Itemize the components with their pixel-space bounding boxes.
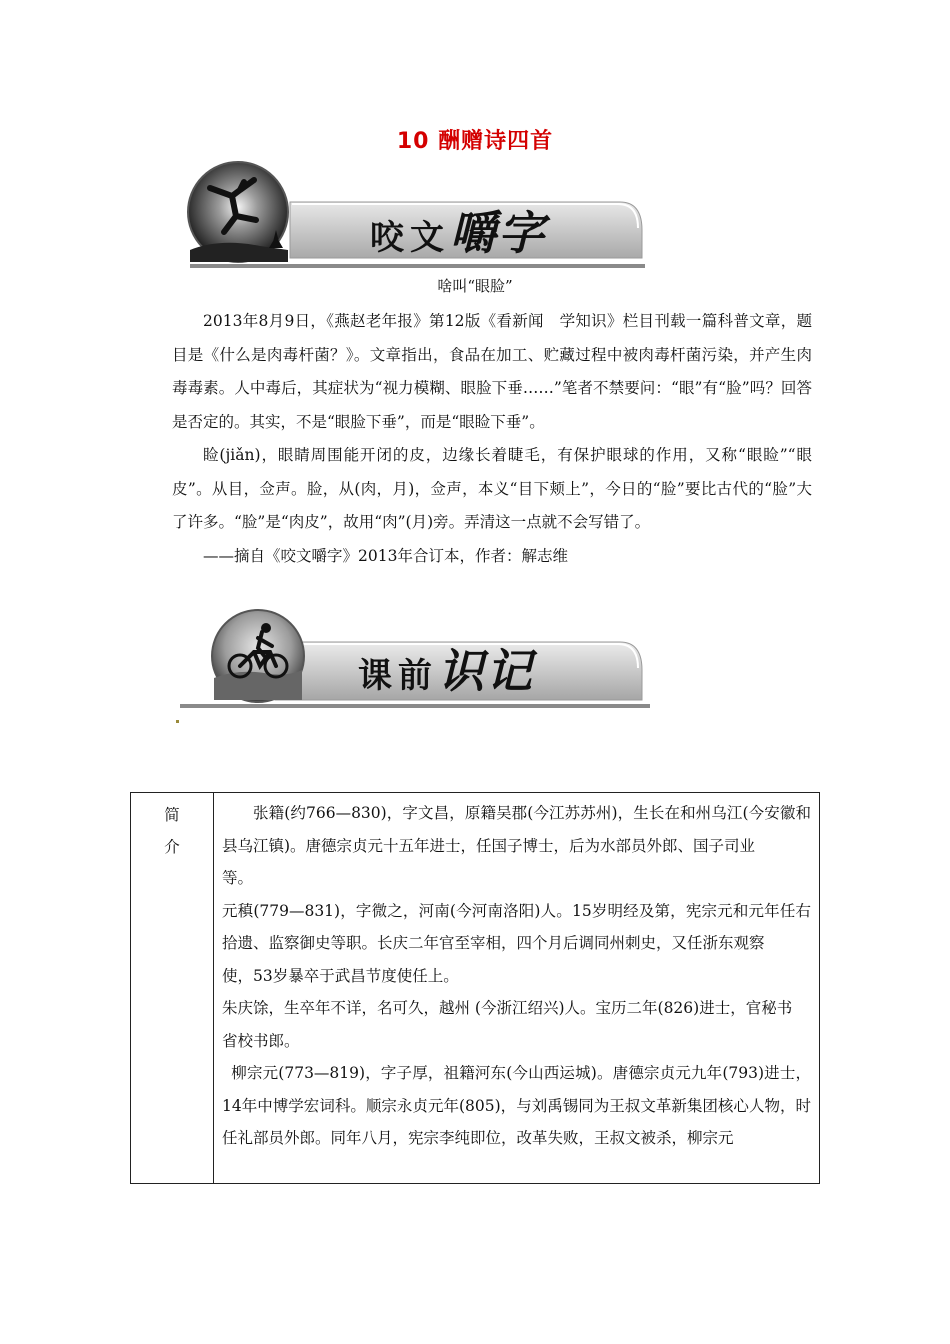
article-source: ——摘自《咬文嚼字》2013年合订本，作者：解志维 <box>203 546 568 565</box>
author-entry-lead: 柳宗元(773—819)，字子厚，祖籍河东(今山西运城)。唐德宗贞元九年(793)进士，14年中博学宏词科。顺宗永贞元年(805)，与刘禹锡同为王叔文革新集团核心人物，时任礼部员外郎。同年八月，宪宗李纯即位，改革失败，王叔文被杀，柳宗元 <box>222 1064 811 1147</box>
section-banner-yaowen <box>180 150 650 272</box>
author-entry-liuzongyuan <box>222 1057 811 1155</box>
stray-dot <box>176 720 179 723</box>
author-entry-tail: 省校书郎。 <box>222 1031 300 1050</box>
banner-title-art: 识记 <box>438 644 534 698</box>
author-entry-yuanzhen <box>222 895 811 960</box>
table-label: 简介 <box>164 806 180 856</box>
author-entry-lead: 张籍(约766—830)，字文昌，原籍吴郡(今江苏苏州)，生长在和州乌江(今安徽和县乌江镇)。唐德宗贞元十五年进士，任国子博士，后为水部员外郎、国子司业 <box>222 804 811 855</box>
banner-title-plain: 课前 <box>358 656 438 696</box>
author-entry-tail: 等。 <box>222 869 254 887</box>
author-entry-zhuqingyu <box>222 992 811 1025</box>
author-entry-tail: 使，53岁暴卒于武昌节度使任上。 <box>222 966 459 985</box>
article-paragraph: 2013年8月9日，《燕赵老年报》第12版《看新闻 学知识》栏目刊载一篇科普文章，题目是《什么是肉毒杆菌？》。文章指出，食品在加工、贮藏过程中被肉毒杆菌污染，并产生肉毒毒素。人中毒后，其症状为“视力模糊、眼脸下垂……”笔者不禁要问：“眼”有“脸”吗？回答是否定的。其实，不是“眼脸下垂”，而是“眼睑下垂”。 <box>172 312 812 431</box>
author-entry-lead: 元稹(779—831)，字微之，河南(今河南洛阳)人。15岁明经及第，宪宗元和元年任右拾遗、监察御史等职。长庆二年官至宰相，四个月后调同州刺史，又任浙东观察 <box>222 901 811 952</box>
section-banner-kechian <box>180 608 650 710</box>
table-label-cell <box>131 793 214 1184</box>
article-body <box>172 305 812 573</box>
article-subtitle: 啥叫“眼脸” <box>437 277 513 295</box>
table-content-cell <box>214 793 820 1184</box>
banner-title-art: 嚼字 <box>450 206 546 260</box>
author-entry-lead: 朱庆馀，生卒年不详，名可久，越州 (今浙江绍兴)人。宝历二年(826)进士，官秘书 <box>222 999 793 1017</box>
banner-title <box>358 644 534 698</box>
table-row <box>131 793 820 1184</box>
banner-title <box>370 206 546 260</box>
author-entry-zhangji <box>222 797 811 862</box>
banner-title-plain: 咬文 <box>370 218 450 258</box>
author-intro-table <box>130 792 820 1184</box>
article-paragraph: 睑(jiǎn)，眼睛周围能开闭的皮，边缘长着睫毛，有保护眼球的作用，又称“眼睑”“眼皮”。从目，佥声。脸，从(肉，月)，佥声，本义“目下颊上”，今日的“脸”要比古代的“脸”大了许多。“脸”是“肉皮”，故用“肉”(月)旁。弄清这一点就不会写错了。 <box>172 446 812 531</box>
page-title: 10 酬赠诗四首 <box>396 129 554 154</box>
